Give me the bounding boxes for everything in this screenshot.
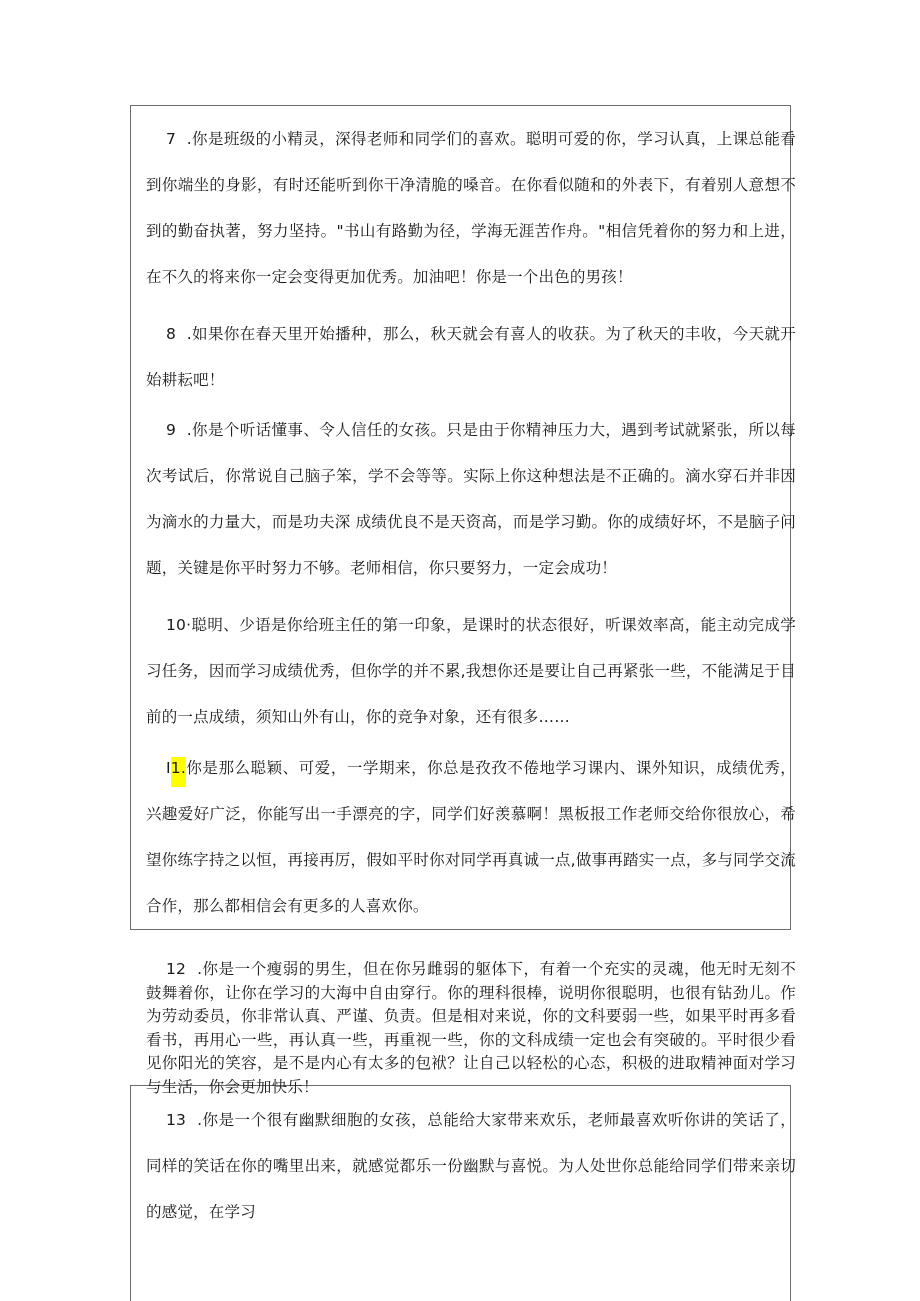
highlighted-number: 1. <box>171 757 186 787</box>
paragraph-number: 7 <box>166 130 177 148</box>
paragraph-text: 你是那么聪颖、可爱，一学期来，你总是孜孜不倦地学习课内、课外知识，成绩优秀，兴趣爱好广泛，你能写出一手漂亮的字，同学们好羡慕啊！黑板报工作老师交给你很放心，希望你练字持之以恒，再接再厉，假如平时你对同学再真诚一点,做事再踏实一点，多与同学交流合作，那么都相信会有更多的人喜欢你。 <box>146 759 796 915</box>
paragraph-text: .如果你在春天里开始播种，那么，秋天就会有喜人的收获。为了秋天的丰收，今天就开始耕耘吧！ <box>146 325 796 389</box>
paragraph-text: ·聪明、少语是你给班主任的第一印象，是课时的状态很好，听课效率高，能主动完成学习任务，因而学习成绩优秀，但你学的并不累,我想你还是要让自己再紧张一些，不能满足于目前的一点成绩，须知山外有山，你的竞争对象，还有很多…… <box>146 616 796 726</box>
paragraph-number: 10 <box>166 616 187 634</box>
paragraph-number: 13 <box>166 1111 187 1129</box>
paragraph-text: .你是班级的小精灵，深得老师和同学们的喜欢。聪明可爱的你，学习认真，上课总能看到你端坐的身影，有时还能听到你干净清脆的嗓音。在你看似随和的外表下，有着别人意想不到的勤奋执著，努力坚持。"书山有路勤为径，学海无涯苦作舟。"相信凭着你的努力和上进，在不久的将来你一定会变得更加优秀。加油吧！你是一个出色的男孩！ <box>146 130 796 286</box>
paragraph-text: .你是一个很有幽默细胞的女孩，总能给大家带来欢乐，老师最喜欢听你讲的笑话了，同样的笑话在你的嘴里出来，就感觉都乐一份幽默与喜悦。为人处世你总能给同学们带来亲切的感觉，在学习 <box>146 1111 796 1221</box>
paragraph-10 <box>146 602 796 740</box>
paragraph-number: 12 <box>166 960 187 978</box>
paragraph-12 <box>146 958 796 1099</box>
paragraph-number: 8 <box>166 325 177 343</box>
paragraph-number-prefix: I <box>166 759 171 777</box>
paragraph-13 <box>146 1097 796 1235</box>
paragraph-11 <box>146 745 796 929</box>
paragraph-number: 9 <box>166 421 177 439</box>
paragraph-8 <box>146 311 796 403</box>
paragraph-7 <box>146 116 796 300</box>
paragraph-9 <box>146 407 796 591</box>
paragraph-text: .你是个听话懂事、令人信任的女孩。只是由于你精神压力大，遇到考试就紧张，所以每次考试后，你常说自己脑子笨，学不会等等。实际上你这种想法是不正确的。滴水穿石并非因为滴水的力量大，而是功夫深 成绩优良不是天资高，而是学习勤。你的成绩好坏，不是脑子问题，关键是你平时努力不够。老师相信，你只要努力，一定会成功！ <box>146 421 796 577</box>
paragraph-text: .你是一个瘦弱的男生，但在你另雌弱的躯体下，有着一个充实的灵魂，他无时无刻不鼓舞着你，让你在学习的大海中自由穿行。你的理科很棒，说明你很聪明，也很有钻劲儿。作为劳动委员，你非常认真、严谨、负责。但是相对来说，你的文科要弱一些，如果平时再多看看书，再用心一些，再认真一些，再重视一些，你的文科成绩一定也会有突破的。平时很少看见你阳光的笑容，是不是内心有太多的包袱？让自己以轻松的心态，积极的进取精神面对学习与生活，你会更加快乐！ <box>146 960 796 1096</box>
